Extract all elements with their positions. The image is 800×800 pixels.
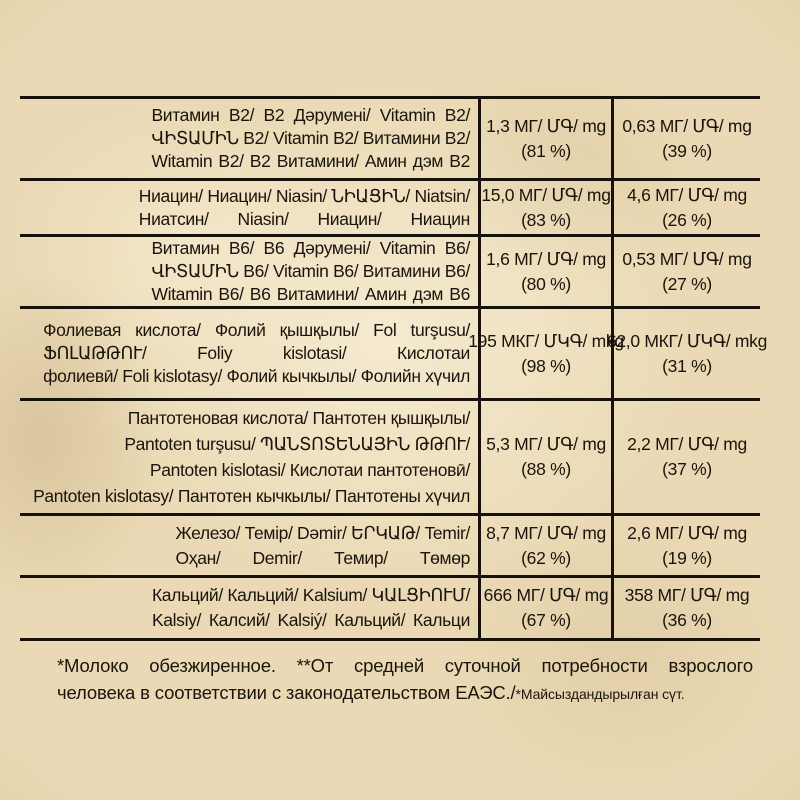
amount-cell-1 — [478, 516, 611, 575]
daily-value-percent: (26 %) — [662, 209, 712, 230]
amount-value: 1,6 МГ/ ՄԳ/ mg — [486, 248, 606, 269]
nutrient-table — [20, 96, 768, 641]
amount-value: 8,7 МГ/ ՄԳ/ mg — [486, 522, 606, 543]
amount-value: 4,6 МГ/ ՄԳ/ mg — [627, 184, 747, 205]
nutrient-name-line: Pantoten kislotasy/ Пантотен кычкылы/ Пантотены хүчил — [33, 486, 470, 506]
amount-value: 195 МКГ/ ՄԿԳ/ mkg — [468, 330, 624, 351]
amount-value: 2,2 МГ/ ՄԳ/ mg — [627, 434, 747, 454]
nutrient-name-line: Фолиевая кислота/ Фолий қышқылы/ Fol turşusu/ — [43, 320, 470, 340]
amount-value: 62,0 МКГ/ ՄԿԳ/ mkg — [606, 330, 768, 351]
nutrient-name-cell — [20, 578, 478, 638]
nutrient-row-niacin — [20, 181, 760, 237]
nutrient-row-folic-acid — [20, 309, 768, 401]
amount-cell-1 — [478, 99, 611, 178]
nutrient-name — [152, 583, 470, 633]
daily-value-percent: (88 %) — [521, 459, 571, 479]
amount-cell-1 — [468, 309, 624, 398]
amount-cell-1 — [478, 578, 611, 638]
footnote-kazakh-text: *Майсыздандырылған сүт. — [515, 686, 685, 702]
nutrient-name — [151, 237, 470, 306]
amount-cell-2 — [611, 516, 760, 575]
amount-value: 1,3 МГ/ ՄԳ/ mg — [486, 115, 606, 136]
amount-value: 5,3 МГ/ ՄԳ/ mg — [486, 434, 606, 454]
footnote-line-2-text: человека в соответствии с законодательством ЕАЭС./ — [57, 682, 516, 703]
nutrient-name-cell — [20, 401, 478, 513]
amount-cell-2 — [606, 309, 768, 398]
nutrient-name — [139, 185, 470, 231]
nutrient-name-cell — [20, 516, 478, 575]
nutrient-name-cell — [20, 99, 478, 178]
daily-value-percent: (67 %) — [521, 610, 571, 630]
nutrient-name-cell — [20, 181, 478, 234]
nutrient-name-cell — [20, 237, 478, 306]
nutrient-name-cell — [20, 309, 478, 398]
amount-value: 2,6 МГ/ ՄԳ/ mg — [627, 522, 747, 543]
amount-value: 0,53 МГ/ ՄԳ/ mg — [622, 248, 752, 269]
nutrient-name-line: Ниатсин/ Niasin/ Ниацин/ Ниацин — [138, 208, 470, 229]
nutrient-name-line: Пантотеновая кислота/ Пантотен қышқылы/ — [127, 408, 470, 428]
nutrient-row-calcium — [20, 578, 760, 641]
amount-cell-2 — [611, 181, 760, 234]
amount-value: 0,63 МГ/ ՄԳ/ mg — [622, 115, 752, 136]
nutrient-name-line: фолиевӣ/ Foli kislotasy/ Фолий кычкылы/ Фолийн хүчил — [43, 366, 470, 386]
daily-value-percent: (19 %) — [662, 547, 712, 568]
nutrient-name-line: Witamin B6/ B6 Витамини/ Амин дэм В6 — [151, 284, 470, 304]
amount-cell-2 — [611, 401, 760, 513]
nutrient-name-line: Pantoten turşusu/ ՊԱՆՏՈՏԵՆԱՅԻՆ ԹԹՈՒ/ — [124, 434, 470, 454]
amount-cell-2 — [611, 237, 760, 306]
nutrient-name — [33, 405, 470, 509]
nutrient-name — [43, 319, 470, 388]
nutrient-name-line: Железо/ Темір/ Dəmir/ ԵՐԿԱԹ/ Temir/ — [175, 522, 470, 543]
daily-value-percent: (27 %) — [662, 273, 712, 294]
nutrient-name — [151, 104, 470, 173]
nutrient-row-pantothenic-acid — [20, 401, 760, 516]
nutrient-name-line: Pantoten kislotasi/ Кислотаи пантотеновӣ/ — [149, 460, 470, 480]
amount-value: 666 МГ/ ՄԳ/ mg — [483, 585, 609, 605]
daily-value-percent: (36 %) — [662, 610, 712, 630]
nutrient-name-line: Ниацин/ Ниацин/ Niasin/ ՆԻԱՑԻՆ/ Niatsin/ — [138, 185, 470, 206]
nutrient-row-iron — [20, 516, 760, 578]
daily-value-percent: (81 %) — [521, 140, 571, 161]
amount-cell-2 — [611, 578, 760, 638]
nutrient-name-line: Витамин В6/ В6 Дәрумені/ Vitamin B6/ — [151, 238, 470, 258]
daily-value-percent: (62 %) — [521, 547, 571, 568]
daily-value-percent: (83 %) — [521, 209, 571, 230]
amount-cell-1 — [478, 237, 611, 306]
daily-value-percent: (37 %) — [662, 459, 712, 479]
footnote-line-1: *Молоко обезжиренное. **От средней суточной потребности взрослого — [57, 655, 753, 676]
daily-value-percent: (31 %) — [662, 355, 712, 376]
nutrient-name-line: ՎԻՏԱՄԻՆ B2/ Vitamin B2/ Витамини В2/ — [151, 128, 470, 148]
nutrient-name-line: ՎԻՏԱՄԻՆ B6/ Vitamin B6/ Витамини В6/ — [151, 261, 470, 281]
daily-value-percent: (39 %) — [662, 140, 712, 161]
nutrient-row-vitamin-b2 — [20, 99, 760, 181]
amount-value: 358 МГ/ ՄԳ/ mg — [624, 585, 750, 605]
nutrient-name-line: Kalsiy/ Калсий/ Kalsiý/ Кальций/ Кальци — [151, 610, 470, 630]
daily-value-percent: (80 %) — [521, 273, 571, 294]
nutrient-row-vitamin-b6 — [20, 237, 760, 309]
amount-cell-2 — [611, 99, 760, 178]
nutrient-name-line: Кальций/ Кальций/ Kalsium/ ԿԱԼՑԻՈՒՄ/ — [151, 585, 470, 605]
amount-cell-1 — [478, 181, 611, 234]
footnote-line-2 — [57, 679, 753, 708]
nutrient-name-line: Witamin B2/ B2 Витамини/ Амин дэм В2 — [151, 151, 470, 171]
nutrient-name-line: ՖՈԼԱԹԹՈՒ/ Foliy kislotasi/ Кислотаи — [43, 343, 470, 363]
nutrient-name-line: Оҳан/ Demir/ Темир/ Төмөр — [175, 547, 470, 568]
amount-cell-1 — [478, 401, 611, 513]
footnote — [57, 652, 753, 708]
nutrient-name — [176, 521, 470, 571]
nutrient-name-line: Витамин В2/ В2 Дәрумені/ Vitamin B2/ — [151, 105, 470, 125]
amount-value: 15,0 МГ/ ՄԳ/ mg — [481, 184, 611, 205]
daily-value-percent: (98 %) — [521, 355, 571, 376]
